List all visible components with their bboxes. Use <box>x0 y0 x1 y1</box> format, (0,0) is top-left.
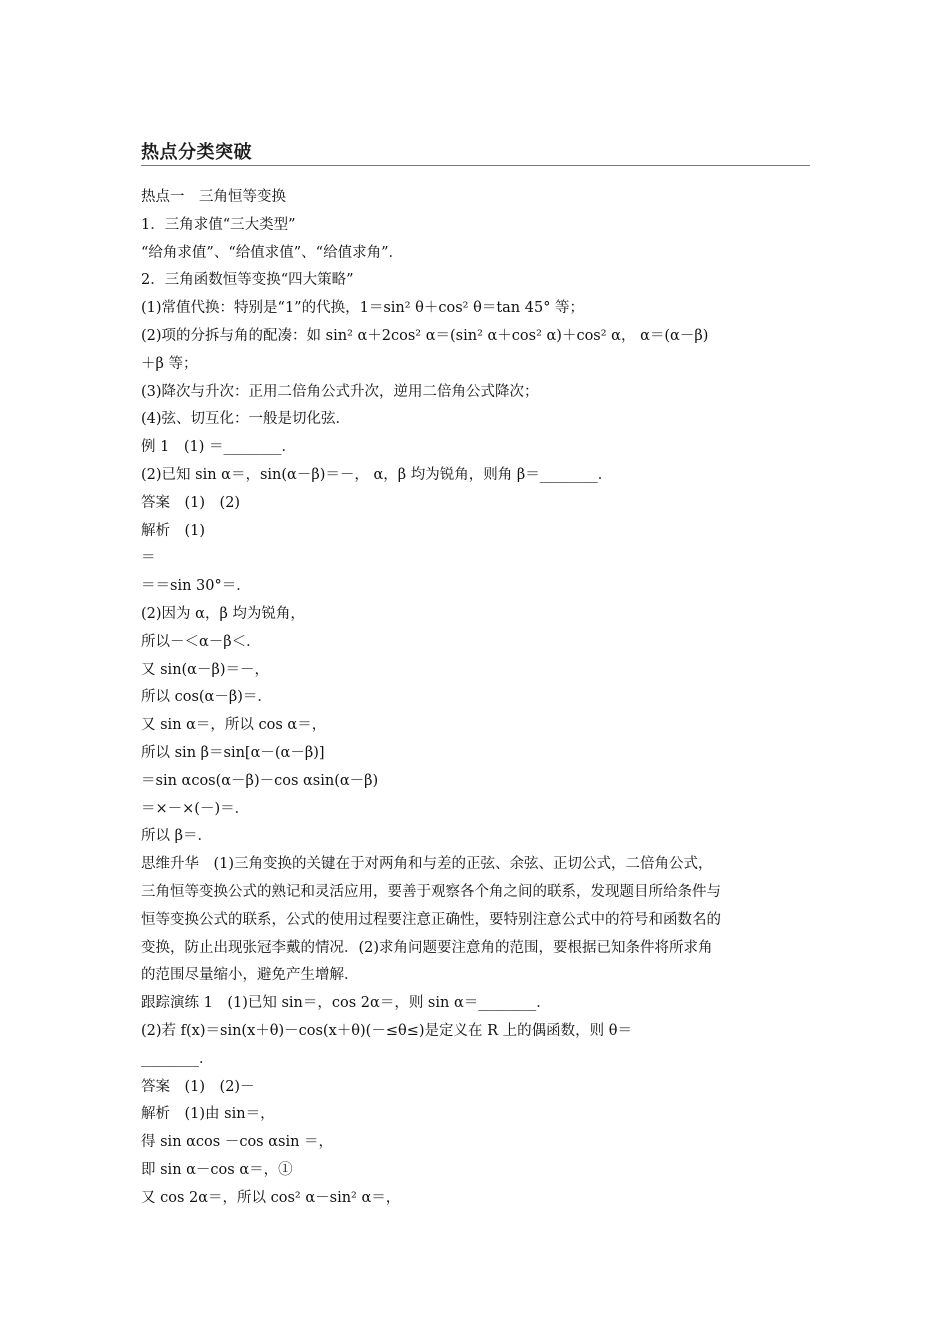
text-line: (2)若 f(x)＝sin(x＋θ)－cos(x＋θ)(－≤θ≤)是定义在 R 上的偶函数，则 θ＝ <box>141 1022 632 1039</box>
text-line: 1．三角求值“三大类型” <box>141 216 296 233</box>
text-line: 恒等变换公式的联系，公式的使用过程要注意正确性，要特别注意公式中的符号和函数名的 <box>141 911 721 928</box>
text-line: “给角求值”、“给值求值”、“给值求角”． <box>141 244 403 261</box>
text-line: 所以 sin β＝sin[α－(α－β)] <box>141 744 325 761</box>
text-line: 答案 (1) (2)－ <box>141 1078 255 1095</box>
text-line: 思维升华 (1)三角变换的关键在于对两角和与差的正弦、余弦、正切公式，二倍角公式， <box>141 856 713 873</box>
text-line: 热点一 三角恒等变换 <box>141 189 286 205</box>
title-divider <box>141 165 810 166</box>
text-line: ＝×－×(－)＝． <box>141 800 250 817</box>
text-line: 又 sin(α－β)＝－， <box>141 661 270 678</box>
text-line: 得 sin αcos －cos αsin ＝， <box>141 1134 334 1151</box>
text-line: 例 1 (1) ＝________． <box>141 439 296 456</box>
text-line: (4)弦、切互化：一般是切化弦． <box>141 411 351 428</box>
text-line: ＝＝sin 30°＝． <box>141 578 251 595</box>
text-line: 2．三角函数恒等变换“四大策略” <box>141 272 354 289</box>
text-line: 三角恒等变换公式的熟记和灵活应用，要善于观察各个角之间的联系，发现题目所给条件与 <box>141 883 721 900</box>
text-line: 所以 β＝． <box>141 828 212 845</box>
text-line: 解析 (1)由 sin＝， <box>141 1106 275 1123</box>
text-line: 又 cos 2α＝，所以 cos² α－sin² α＝， <box>141 1189 401 1206</box>
section-title: 热点分类突破 <box>141 142 252 163</box>
text-line: 答案 (1) (2) <box>141 494 241 511</box>
text-line: 又 sin α＝，所以 cos α＝， <box>141 717 327 734</box>
text-line: (2)已知 sin α＝，sin(α－β)＝－， α，β 均为锐角，则角 β＝________． <box>141 466 613 483</box>
text-line: 解析 (1) <box>141 522 206 539</box>
text-line: ＝sin αcos(α－β)－cos αsin(α－β) <box>141 772 379 789</box>
text-line: 所以－＜α－β＜． <box>141 633 261 650</box>
text-line: ＝ <box>141 550 156 567</box>
text-line: (3)降次与升次：正用二倍角公式升次，逆用二倍角公式降次； <box>141 383 539 400</box>
text-line: (1)常值代换：特别是“1”的代换，1＝sin² θ＋cos² θ＝tan 45° 等； <box>141 300 585 317</box>
text-line: 所以 cos(α－β)＝． <box>141 689 272 706</box>
text-line: ＋β 等； <box>141 355 198 372</box>
text-line: 的范围尽量缩小，避免产生增解． <box>141 967 359 984</box>
text-line: 即 sin α－cos α＝，① <box>141 1161 293 1178</box>
text-line: (2)项的分拆与角的配凑：如 sin² α＋2cos² α＝(sin² α＋cos² α)＋cos² α， α＝(α－β) <box>141 327 709 344</box>
text-line: (2)因为 α，β 均为锐角， <box>141 605 305 622</box>
text-line: 跟踪演练 1 (1)已知 sin＝，cos 2α＝，则 sin α＝________． <box>141 995 551 1012</box>
document-body <box>141 184 810 1212</box>
text-line: ________． <box>141 1050 214 1067</box>
text-line: 变换，防止出现张冠李戴的情况．(2)求角问题要注意角的范围，要根据已知条件将所求角 <box>141 939 713 956</box>
